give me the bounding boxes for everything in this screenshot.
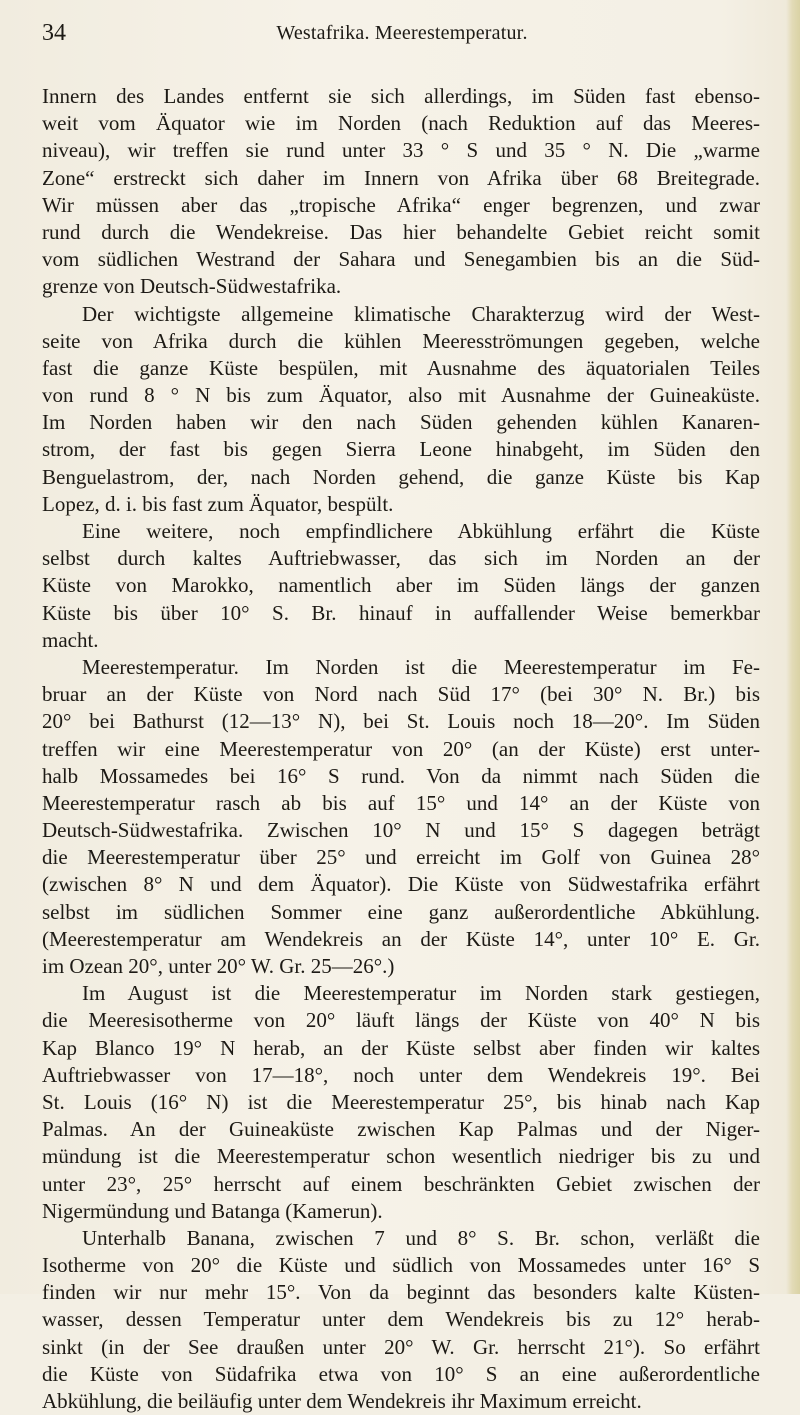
text-line: St. Louis (16° N) ist die Meerestemperatur 25°, bis hinab nach Kap	[42, 1089, 760, 1114]
running-title: Westafrika. Meerestemperatur.	[276, 22, 528, 44]
page-header	[42, 20, 762, 54]
text-line: grenze von Deutsch-Südwestafrika.	[42, 274, 342, 299]
text-line: selbst im südlichen Sommer eine ganz außerordentliche Abkühlung.	[42, 899, 760, 924]
text-line: die Meeresisotherme von 20° läuft längs der Küste von 40° N bis	[42, 1008, 760, 1033]
text-line: von rund 8 ° N bis zum Äquator, also mit Ausnahme der Guineaküste.	[42, 383, 760, 408]
text-line: Küste von Marokko, namentlich aber im Süden längs der ganzen	[42, 573, 760, 598]
text-line: treffen wir eine Meerestemperatur von 20° (an der Küste) erst unter-	[42, 736, 760, 761]
page-number: 34	[42, 20, 66, 46]
text-line: Meerestemperatur rasch ab bis auf 15° und 14° an der Küste von	[42, 790, 760, 815]
text-line: Lopez, d. i. bis fast zum Äquator, bespült.	[42, 491, 394, 516]
text-line: selbst durch kaltes Auftriebwasser, das sich im Norden an der	[42, 546, 760, 571]
text-line: Küste bis über 10° S. Br. hinauf in auffallender Weise bemerkbar	[42, 600, 760, 625]
text-line: mündung ist die Meerestemperatur schon wesentlich niedriger bis zu und	[42, 1144, 760, 1169]
text-line: bruar an der Küste von Nord nach Süd 17° (bei 30° N. Br.) bis	[42, 682, 760, 707]
text-line: im Ozean 20°, unter 20° W. Gr. 25—26°.)	[42, 954, 395, 978]
text-line: seite von Afrika durch die kühlen Meeresströmungen gegeben, welche	[42, 328, 760, 353]
text-line: wasser, dessen Temperatur unter dem Wendekreis bis zu 12° herab-	[42, 1307, 760, 1332]
page-edge	[786, 0, 800, 1294]
text-line: Wir müssen aber das „tropische Afrika“ enger begrenzen, und zwar	[42, 192, 760, 217]
text-line: Deutsch-Südwestafrika. Zwischen 10° N und 15° S dagegen beträgt	[42, 818, 760, 843]
text-line: macht.	[42, 627, 99, 652]
text-line: niveau), wir treffen sie rund unter 33 ° S und 35 ° N. Die „warme	[42, 138, 760, 163]
text-line: unter 23°, 25° herrscht auf einem beschränkten Gebiet zwischen der	[42, 1171, 760, 1196]
text-line: Meerestemperatur. Im Norden ist die Meerestemperatur im Fe-	[82, 654, 760, 679]
text-line: Unterhalb Banana, zwischen 7 und 8° S. Br. schon, verläßt die	[82, 1225, 760, 1250]
text-line: Palmas. An der Guineaküste zwischen Kap Palmas und der Niger-	[42, 1117, 760, 1142]
text-line: Der wichtigste allgemeine klimatische Charakterzug wird der West-	[82, 301, 760, 326]
text-line: weit vom Äquator wie im Norden (nach Reduktion auf das Meeres-	[42, 111, 760, 136]
text-line: finden wir nur mehr 15°. Von da beginnt das besonders kalte Küsten-	[42, 1280, 760, 1305]
body-text	[42, 83, 760, 1415]
text-line: Kap Blanco 19° N herab, an der Küste selbst aber finden wir kaltes	[42, 1035, 760, 1060]
text-line: Eine weitere, noch empfindlichere Abkühlung erfährt die Küste	[82, 519, 760, 543]
text-line: strom, der fast bis gegen Sierra Leone hinabgeht, im Süden den	[42, 437, 760, 462]
text-line: Isotherme von 20° die Küste und südlich von Mossamedes unter 16° S	[42, 1253, 760, 1278]
text-line: fast die ganze Küste bespülen, mit Ausnahme des äquatorialen Teiles	[42, 355, 760, 380]
text-line: Zone“ erstreckt sich daher im Innern von Afrika über 68 Breitegrade.	[42, 165, 760, 190]
text-line: rund durch die Wendekreise. Das hier behandelte Gebiet reicht somit	[42, 219, 760, 244]
text-line: Nigermündung und Batanga (Kamerun).	[42, 1198, 383, 1223]
text-line: halb Mossamedes bei 16° S rund. Von da nimmt nach Süden die	[42, 763, 760, 788]
text-line: 20° bei Bathurst (12—13° N), bei St. Louis noch 18—20°. Im Süden	[42, 709, 760, 734]
text-line: die Küste von Südafrika etwa von 10° S an eine außerordentliche	[42, 1361, 760, 1386]
text-line: Abkühlung, die beiläufig unter dem Wendekreis ihr Maximum erreicht.	[42, 1389, 642, 1413]
text-line: die Meerestemperatur über 25° und erreicht im Golf von Guinea 28°	[42, 845, 760, 870]
text-line: (Meerestemperatur am Wendekreis an der Küste 14°, unter 10° E. Gr.	[42, 926, 760, 951]
text-line: Benguelastrom, der, nach Norden gehend, die ganze Küste bis Kap	[42, 464, 760, 489]
text-line: (zwischen 8° N und dem Äquator). Die Küste von Südwestafrika erfährt	[42, 872, 760, 897]
text-line: sinkt (in der See draußen unter 20° W. Gr. herrscht 21°). So erfährt	[42, 1334, 760, 1359]
text-line: Im Norden haben wir den nach Süden gehenden kühlen Kanaren-	[42, 410, 760, 435]
text-line: Innern des Landes entfernt sie sich allerdings, im Süden fast ebenso-	[42, 84, 760, 108]
text-line: vom südlichen Westrand der Sahara und Senegambien bis an die Süd-	[42, 247, 760, 272]
text-line: Im August ist die Meerestemperatur im Norden stark gestiegen,	[82, 981, 760, 1006]
text-line: Auftriebwasser von 17—18°, noch unter dem Wendekreis 19°. Bei	[42, 1062, 760, 1087]
